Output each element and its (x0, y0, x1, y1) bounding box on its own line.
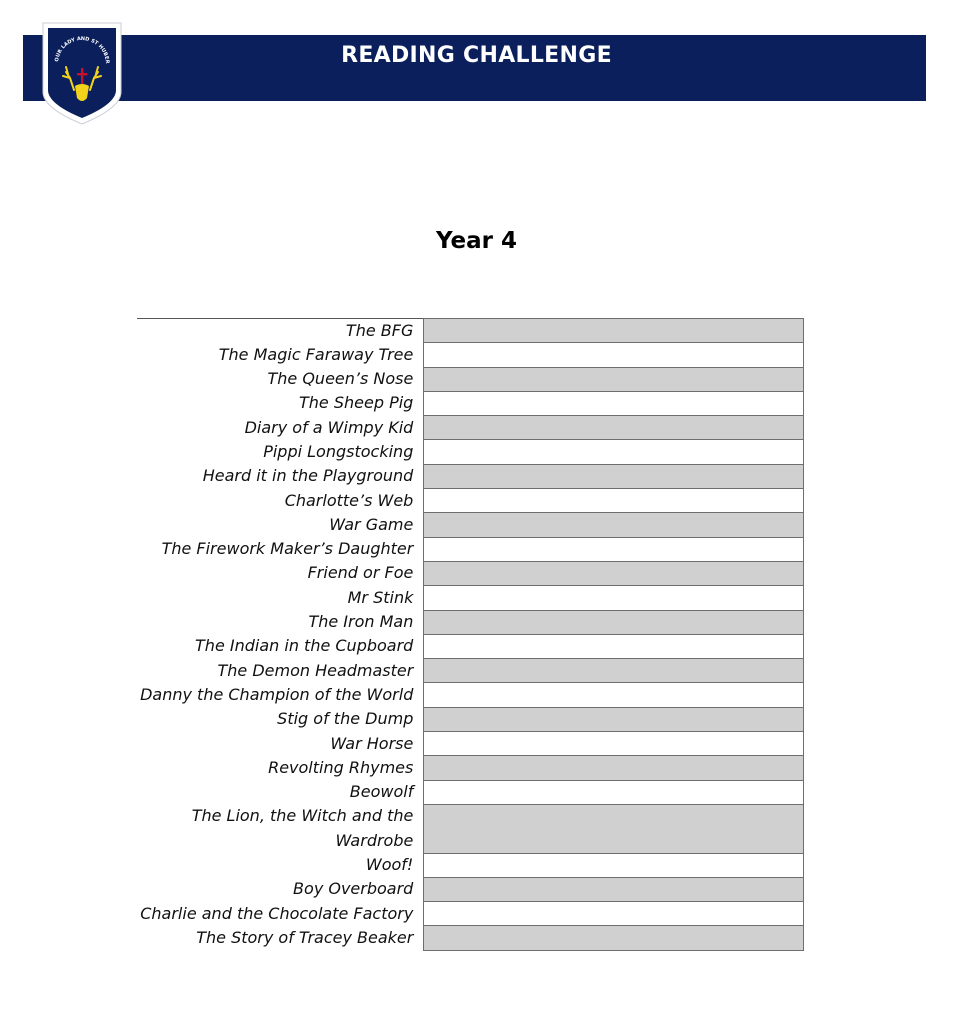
book-completion-box[interactable] (424, 319, 804, 343)
book-row (137, 586, 804, 610)
book-completion-box[interactable] (424, 732, 804, 756)
book-row (137, 804, 804, 853)
book-row (137, 561, 804, 585)
book-completion-box[interactable] (424, 440, 804, 464)
book-list (137, 319, 804, 951)
book-completion-box[interactable] (424, 877, 804, 901)
book-completion-box[interactable] (424, 683, 804, 707)
book-completion-box[interactable] (424, 902, 804, 926)
book-title: Pippi Longstocking (263, 441, 414, 461)
book-row (137, 513, 804, 537)
book-completion-box[interactable] (424, 416, 804, 440)
book-title: Heard it in the Playground (202, 466, 414, 486)
book-title: Friend or Foe (307, 563, 414, 583)
book-title: The BFG (345, 320, 414, 340)
book-title: Diary of a Wimpy Kid (244, 417, 414, 437)
book-completion-box[interactable] (424, 610, 804, 634)
book-completion-box[interactable] (424, 586, 804, 610)
book-row (137, 464, 804, 488)
svg-text:OUR LADY AND ST HUBERT'S: OUR LADY AND ST HUBER (54, 35, 111, 64)
book-completion-box[interactable] (424, 756, 804, 780)
book-row (137, 416, 804, 440)
book-title: Charlie and the Chocolate Factory (140, 903, 414, 923)
book-completion-box[interactable] (424, 926, 804, 950)
book-completion-box[interactable] (424, 391, 804, 415)
book-row (137, 902, 804, 926)
book-title: The Sheep Pig (299, 393, 414, 413)
book-completion-box[interactable] (424, 513, 804, 537)
book-completion-box[interactable] (424, 489, 804, 513)
book-title: War Horse (330, 733, 414, 753)
book-row (137, 853, 804, 877)
book-row (137, 343, 804, 367)
book-row (137, 634, 804, 658)
book-completion-box[interactable] (424, 561, 804, 585)
book-title: War Game (329, 514, 414, 534)
book-completion-box[interactable] (424, 634, 804, 658)
book-row (137, 659, 804, 683)
book-row (137, 319, 804, 343)
book-row (137, 367, 804, 391)
book-completion-box[interactable] (424, 853, 804, 877)
book-row (137, 732, 804, 756)
book-title: The Magic Faraway Tree (218, 344, 414, 364)
book-completion-box[interactable] (424, 537, 804, 561)
book-title: Woof! (365, 855, 414, 875)
book-title: The Story of Tracey Beaker (196, 927, 414, 947)
book-row (137, 489, 804, 513)
book-title: The Demon Headmaster (217, 660, 414, 680)
book-completion-box[interactable] (424, 367, 804, 391)
book-completion-box[interactable] (424, 343, 804, 367)
book-title: Stig of the Dump (277, 709, 414, 729)
book-title: Beowolf (349, 782, 414, 802)
book-title: Danny the Champion of the World (140, 684, 414, 704)
book-title: Charlotte’s Web (284, 490, 414, 510)
book-title: The Iron Man (308, 612, 414, 632)
book-title: Boy Overboard (293, 879, 414, 899)
book-completion-box[interactable] (424, 464, 804, 488)
book-completion-box[interactable] (424, 707, 804, 731)
page-title: READING CHALLENGE (341, 43, 612, 68)
book-row (137, 683, 804, 707)
book-row (137, 707, 804, 731)
book-row (137, 756, 804, 780)
book-row (137, 391, 804, 415)
book-title: The Lion, the Witch and the Wardrobe (191, 806, 414, 850)
book-title: The Queen’s Nose (267, 369, 414, 389)
book-checklist-table (137, 318, 804, 951)
book-title: The Firework Maker’s Daughter (161, 539, 414, 559)
book-title: Mr Stink (347, 587, 414, 607)
year-heading: Year 4 (435, 228, 518, 254)
book-row (137, 440, 804, 464)
book-row (137, 537, 804, 561)
school-crest-icon (40, 20, 124, 128)
book-row (137, 926, 804, 950)
book-row (137, 610, 804, 634)
book-row (137, 877, 804, 901)
book-completion-box[interactable] (424, 780, 804, 804)
book-row (137, 780, 804, 804)
book-title: Revolting Rhymes (268, 757, 414, 777)
book-completion-box[interactable] (424, 659, 804, 683)
book-title: The Indian in the Cupboard (195, 636, 414, 656)
book-completion-box[interactable] (424, 804, 804, 853)
